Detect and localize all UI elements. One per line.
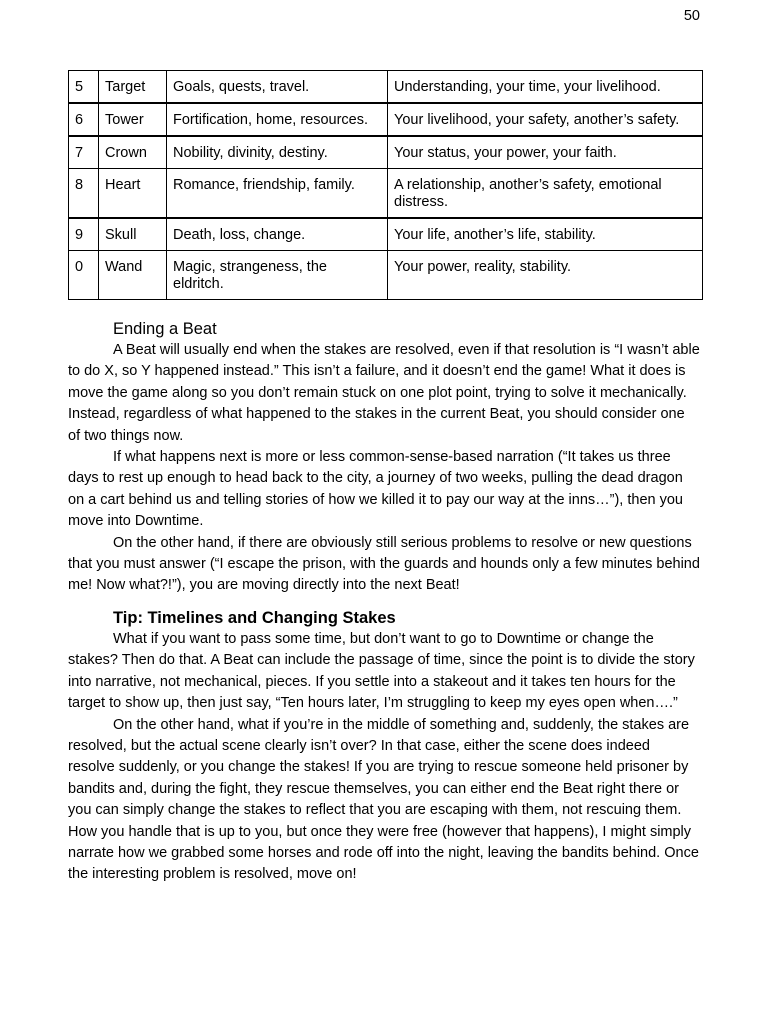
- paragraph: On the other hand, what if you’re in the middle of something and, suddenly, the stakes are resolved, but the actual scene clearly isn’t over? In that case, either the scene does indeed resolve suddenly, or you change the stakes! If you are trying to rescue someone held prisoner by bandits and, during the fight, they rescue themselves, you can either end the Beat right there or you can simply change the stakes to reflect that you are escaping with them, not rescuing them. How you handle that is up to you, but once they were free (however that happens), I might simply narrate how we grabbed some horses and rode off into the night, leaving the bandits behind. Once the interesting problem is resolved, move on!: [68, 716, 699, 883]
- table-row: [69, 251, 703, 300]
- row-card: Skull: [99, 218, 167, 251]
- row-number: 9: [69, 218, 99, 251]
- table-row: [69, 71, 703, 104]
- paragraph: On the other hand, if there are obviously still serious problems to resolve or new questions that you must answer (“I escape the prison, with the guards and hounds only a few minutes behind me! Now what?!”), you are moving directly into the next Beat!: [68, 534, 700, 594]
- row-card: Target: [99, 71, 167, 104]
- row-themes: Fortification, home, resources.: [167, 103, 388, 136]
- row-stakes: Understanding, your time, your livelihood.: [388, 71, 703, 104]
- row-themes: Magic, strangeness, the eldritch.: [167, 251, 388, 300]
- row-card: Tower: [99, 103, 167, 136]
- row-stakes: A relationship, another’s safety, emotional distress.: [388, 169, 703, 219]
- row-number: 5: [69, 71, 99, 104]
- row-stakes: Your status, your power, your faith.: [388, 136, 703, 169]
- stakes-table: [68, 70, 703, 300]
- paragraph: What if you want to pass some time, but don’t want to go to Downtime or change the stakes? Then do that. A Beat can include the passage of time, since the point is to divide the story into narrative, not mechanical, pieces. If you settle into a stakeout and it takes ten hours for the target to show up, then just say, “Ten hours later, I’m struggling to keep my eyes open when….”: [68, 630, 695, 712]
- table-row: [69, 169, 703, 219]
- row-number: 0: [69, 251, 99, 300]
- tip-heading: Tip: Timelines and Changing Stakes: [113, 608, 396, 627]
- row-number: 8: [69, 169, 99, 219]
- row-stakes: Your life, another’s life, stability.: [388, 218, 703, 251]
- row-themes: Nobility, divinity, destiny.: [167, 136, 388, 169]
- row-themes: Romance, friendship, family.: [167, 169, 388, 219]
- row-stakes: Your livelihood, your safety, another’s safety.: [388, 103, 703, 136]
- row-card: Crown: [99, 136, 167, 169]
- row-number: 7: [69, 136, 99, 169]
- row-themes: Goals, quests, travel.: [167, 71, 388, 104]
- paragraph: If what happens next is more or less common-sense-based narration (“It takes us three days to rest up enough to head back to the city, a journey of two weeks, pulling the dead dragon on a cart behind us and telling stories of how we killed it to pay our way at the inns…”), then you move into Downtime.: [68, 449, 683, 530]
- table-row: [69, 103, 703, 136]
- ending-beat-heading: Ending a Beat: [113, 320, 217, 338]
- table-row: [69, 136, 703, 169]
- table-row: [69, 218, 703, 251]
- body-text: [68, 318, 700, 886]
- row-number: 6: [69, 103, 99, 136]
- row-card: Heart: [99, 169, 167, 219]
- row-card: Wand: [99, 251, 167, 300]
- paragraph: A Beat will usually end when the stakes are resolved, even if that resolution is “I wasn’t able to do X, so Y happened instead.” This isn’t a failure, and it doesn’t end the game! What it does is move the game along so you don’t remain stuck on one plot point, trying to solve it mechanically. Instead, regardless of what happened to the stakes in the current Beat, you should consider one of two things now.: [68, 342, 700, 444]
- row-themes: Death, loss, change.: [167, 218, 388, 251]
- page-number: 50: [683, 8, 700, 24]
- row-stakes: Your power, reality, stability.: [388, 251, 703, 300]
